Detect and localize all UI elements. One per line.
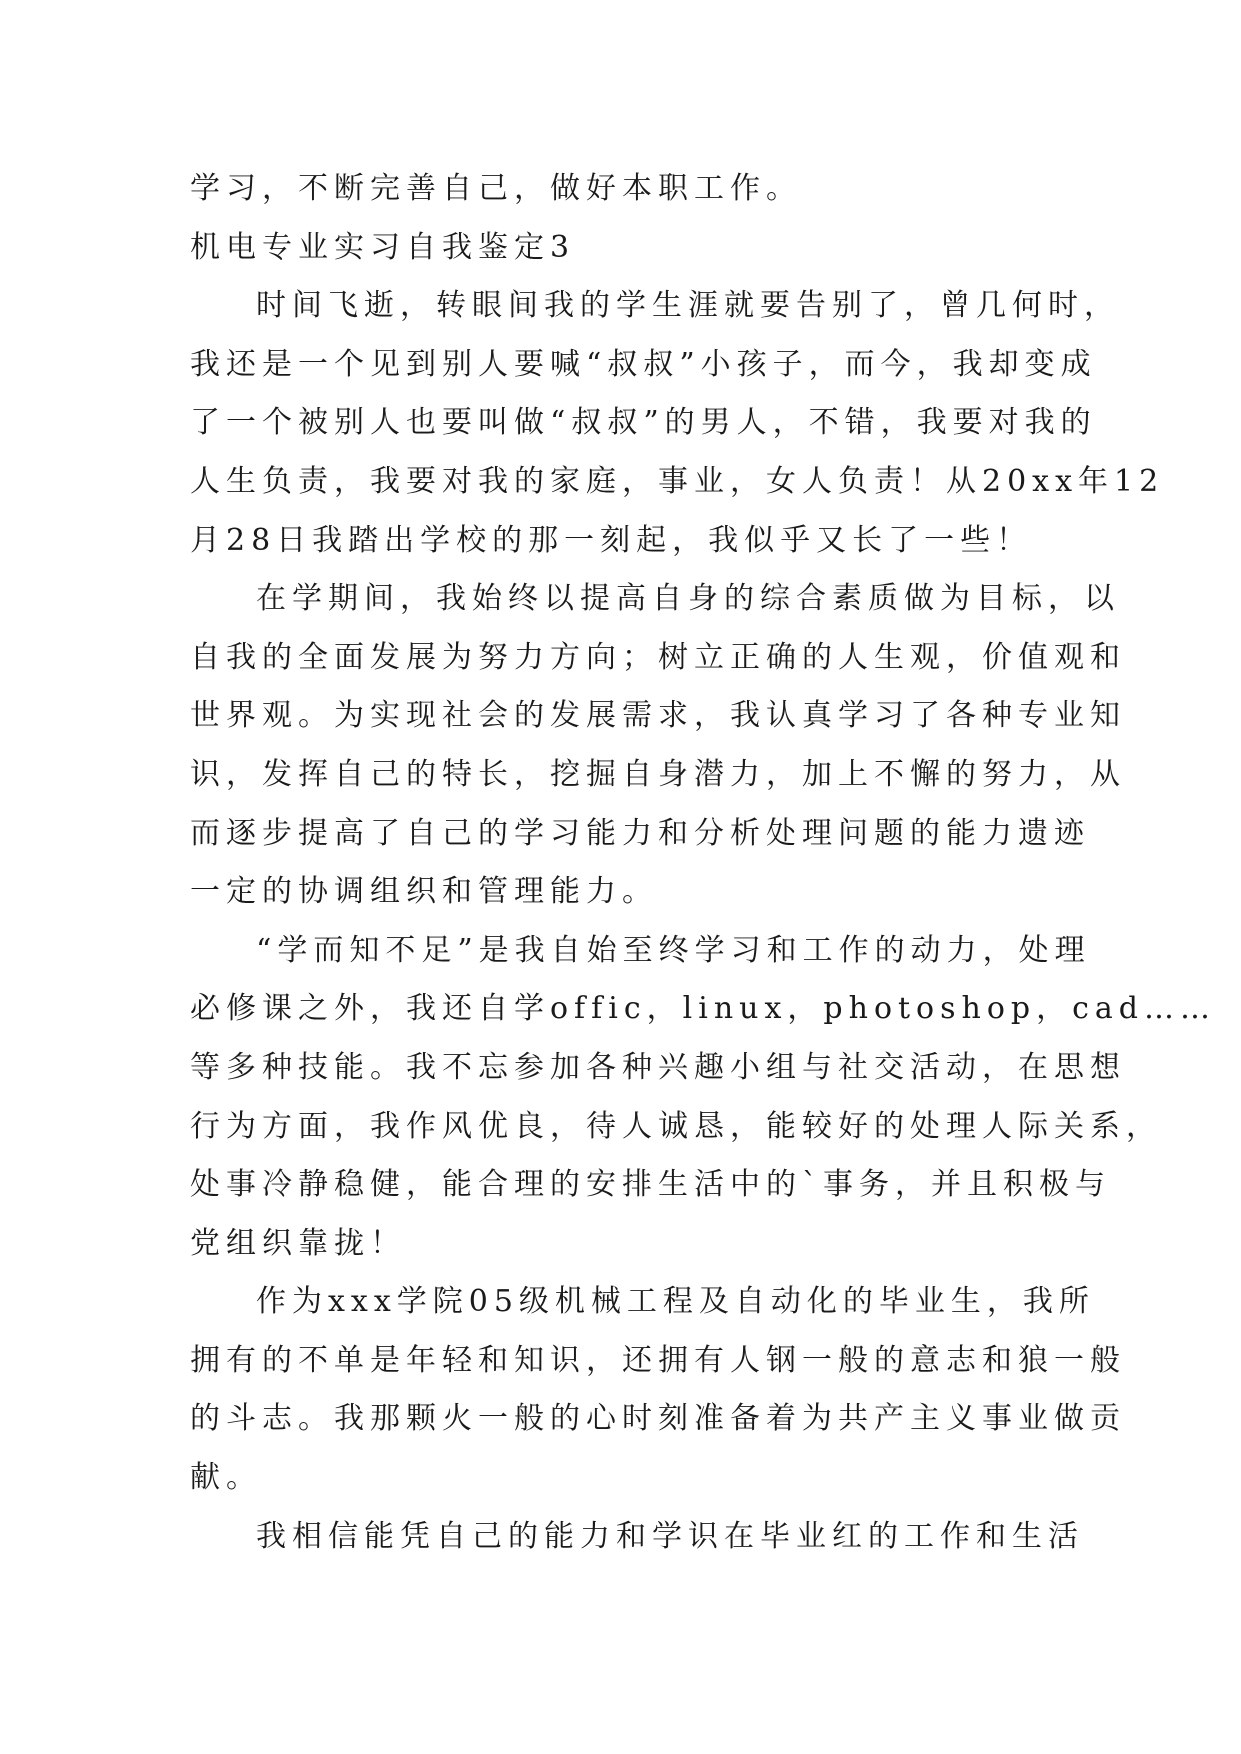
text-line: 等多种技能。我不忘参加各种兴趣小组与社交活动，在思想 [190, 1049, 1126, 1085]
document-body [190, 160, 1216, 1566]
text-line: 行为方面，我作风优良，待人诚恳，能较好的处理人际关系， [190, 1108, 1162, 1144]
section-heading: 机电专业实习自我鉴定3 [190, 229, 576, 265]
text-line: 拥有的不单是年轻和知识，还拥有人钢一般的意志和狼一般 [190, 1342, 1126, 1378]
text-line: 我还是一个见到别人要喊“叔叔”小孩子，而今，我却变成 [190, 346, 1097, 382]
text-line: 党组织靠拢！ [190, 1225, 406, 1261]
text-line: 了一个被别人也要叫做“叔叔”的男人，不错，我要对我的 [190, 405, 1097, 441]
text-line: 处事冷静稳健，能合理的安排生活中的`事务，并且积极与 [190, 1167, 1111, 1203]
text-line: 月28日我踏出学校的那一刻起，我似乎又长了一些！ [190, 522, 1033, 558]
paragraph-first-line: “学而知不足”是我自始至终学习和工作的动力，处理 [256, 932, 1091, 968]
text-line: 世界观。为实现社会的发展需求，我认真学习了各种专业知 [190, 698, 1126, 734]
paragraph-first-line: 我相信能凭自己的能力和学识在毕业红的工作和生活 [256, 1518, 1084, 1554]
paragraph-first-line: 时间飞逝，转眼间我的学生涯就要告别了，曾几何时， [256, 288, 1120, 324]
text-line: 识，发挥自己的特长，挖掘自身潜力，加上不懈的努力，从 [190, 756, 1126, 792]
text-line: 学习，不断完善自己，做好本职工作。 [190, 171, 802, 206]
text-line: 的斗志。我那颗火一般的心时刻准备着为共产主义事业做贡 [190, 1401, 1126, 1437]
text-line: 一定的协调组织和管理能力。 [190, 874, 658, 910]
text-line: 自我的全面发展为努力方向；树立正确的人生观，价值观和 [190, 639, 1126, 675]
text-line: 必修课之外，我还自学offic，linux，photoshop，cad…… [190, 991, 1216, 1027]
text-line: 人生负责，我要对我的家庭，事业，女人负责！从20xx年12 [190, 463, 1165, 499]
paragraph-first-line: 作为xxx学院05级机械工程及自动化的毕业生，我所 [256, 1284, 1095, 1320]
text-line: 而逐步提高了自己的学习能力和分析处理问题的能力遗迹 [190, 815, 1090, 851]
paragraph-first-line: 在学期间，我始终以提高自身的综合素质做为目标，以 [256, 581, 1120, 617]
text-line: 献。 [190, 1460, 262, 1496]
